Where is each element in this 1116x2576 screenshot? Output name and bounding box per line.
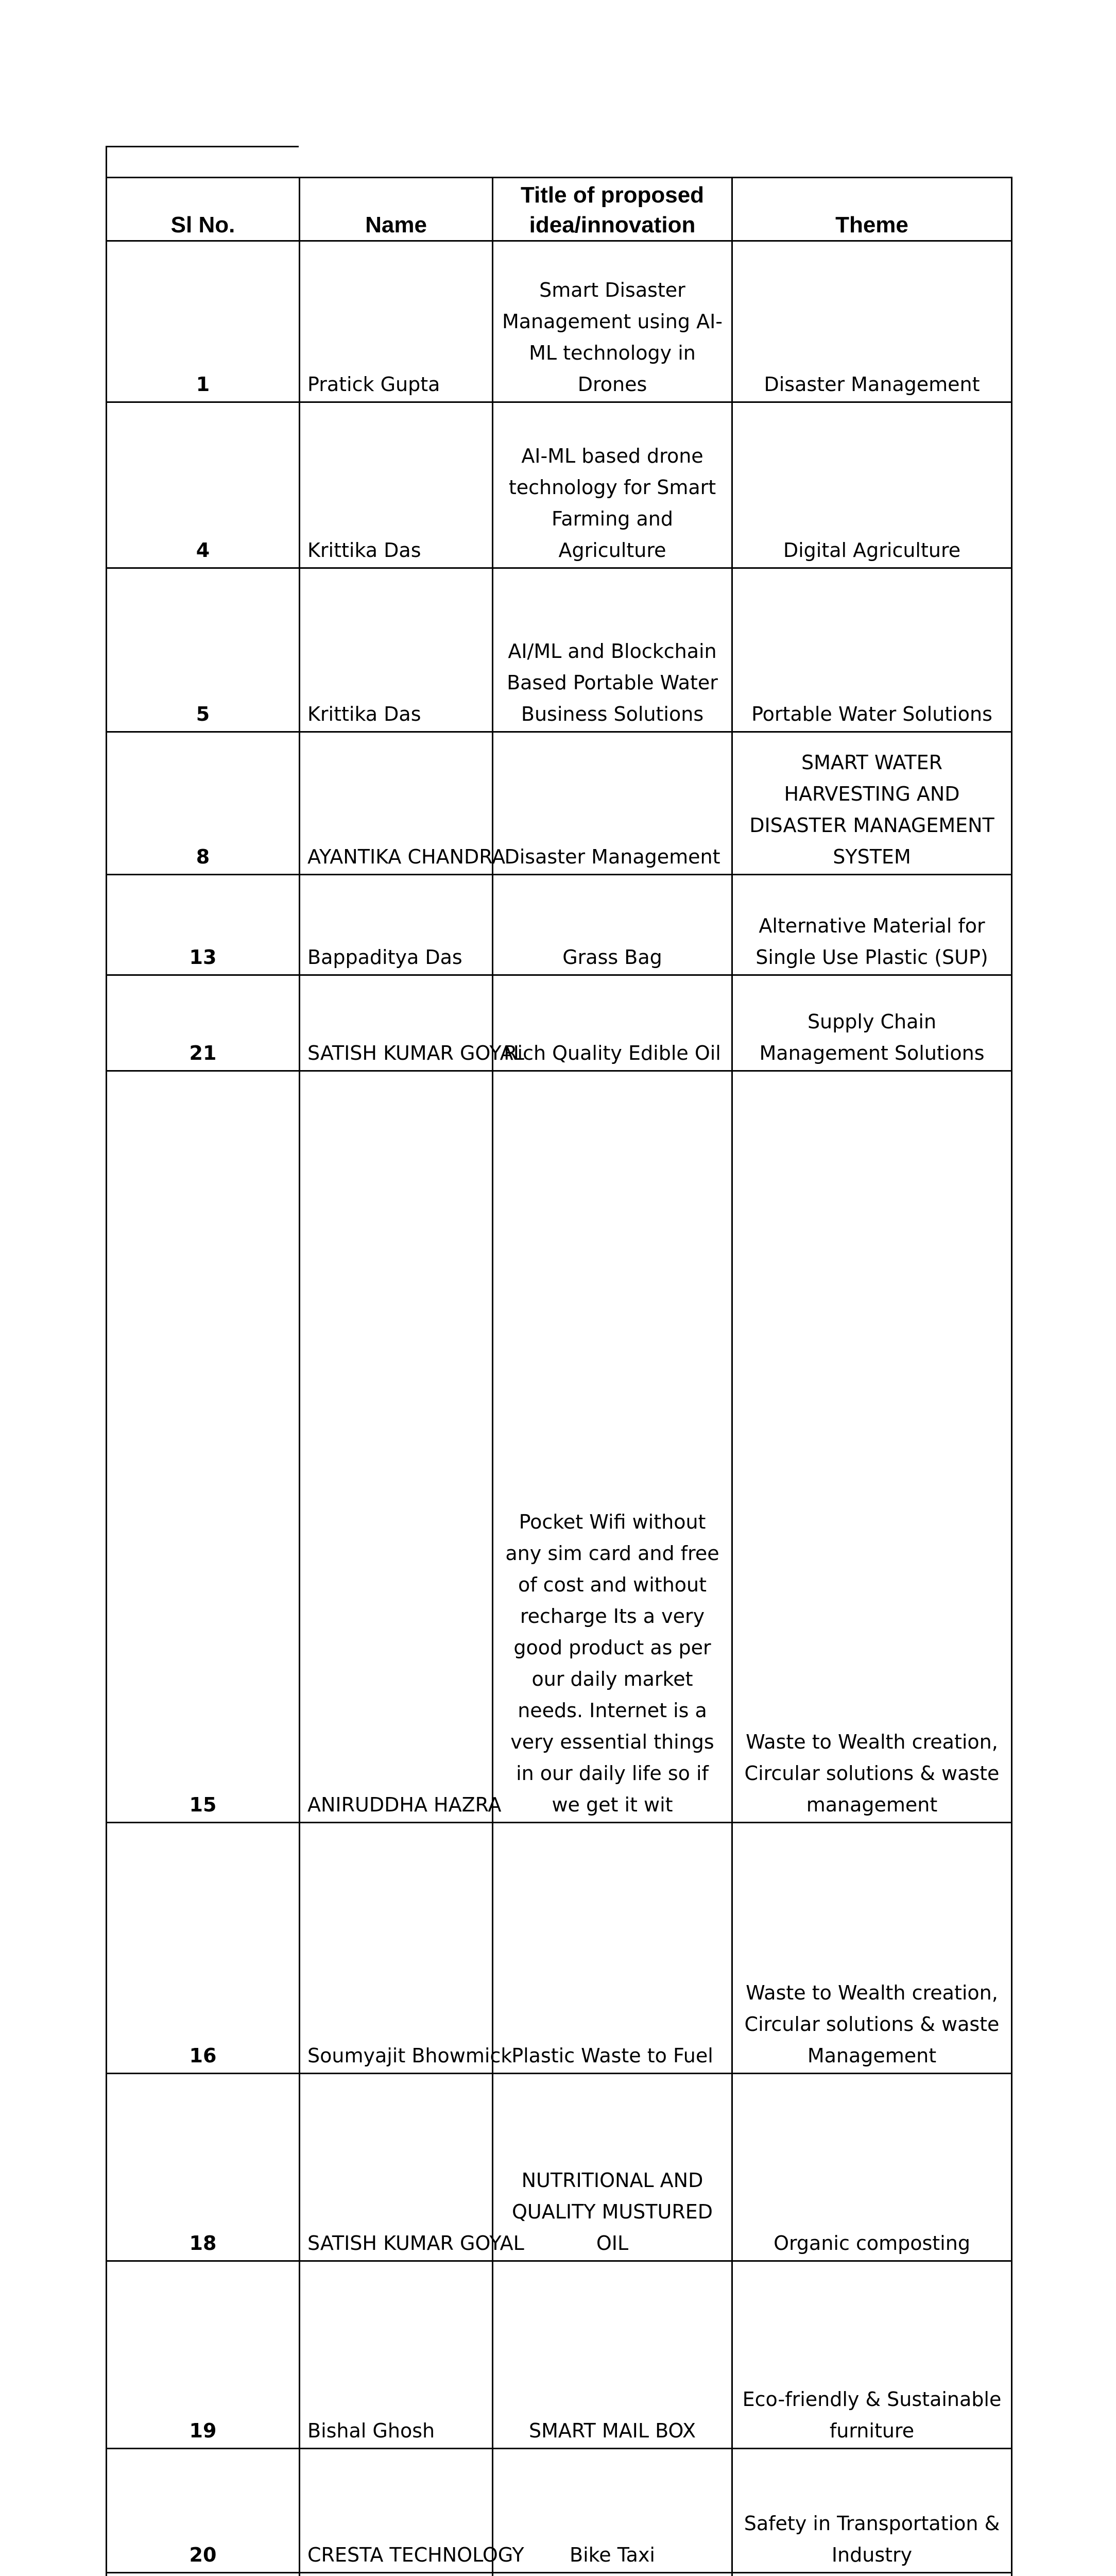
cell-sl-no: 8 — [107, 732, 300, 875]
cell-title — [493, 241, 732, 402]
cell-title-text: NUTRITIONAL AND QUALITY MUSTURED OIL — [511, 2169, 713, 2255]
cell-title-text: Bike Taxi — [570, 2544, 655, 2566]
cell-theme: Safety in Transportation & Industry — [732, 2449, 1012, 2573]
cell-sl-no: 13 — [107, 875, 300, 975]
corner-border-left — [106, 146, 107, 177]
table-row — [107, 1823, 1012, 2074]
cell-sl-no — [107, 2573, 300, 2576]
cell-theme — [732, 2573, 1012, 2576]
cell-name: SATISH KUMAR GOYAL — [300, 2074, 493, 2261]
cell-name: SATISH KUMAR GOYAL — [300, 975, 493, 1071]
cell-title — [493, 2573, 732, 2576]
cell-theme: Waste to Wealth creation, Circular solutions & waste Management — [732, 1823, 1012, 2074]
cell-title — [493, 2261, 732, 2449]
header-title: Title of proposed idea/innovation — [493, 178, 732, 241]
cell-title-text: AI/ML and Blockchain Based Portable Water Business Solutions — [507, 640, 718, 725]
table-row — [107, 975, 1012, 1071]
header-sl-no: Sl No. — [107, 178, 300, 241]
cell-sl-no: 18 — [107, 2074, 300, 2261]
table-row — [107, 732, 1012, 875]
header-row — [107, 178, 1012, 241]
table-row — [107, 568, 1012, 732]
cell-sl-no: 15 — [107, 1071, 300, 1823]
cell-theme: SMART WATER HARVESTING AND DISASTER MANAGEMENT SYSTEM — [732, 732, 1012, 875]
table-row — [107, 2449, 1012, 2573]
cell-name — [300, 2573, 493, 2576]
header-name: Name — [300, 178, 493, 241]
cell-theme: Eco-friendly & Sustainable furniture — [732, 2261, 1012, 2449]
ideas-table — [106, 177, 1012, 2576]
cell-name: Bishal Ghosh — [300, 2261, 493, 2449]
table-row — [107, 2573, 1012, 2576]
table-row — [107, 241, 1012, 402]
cell-theme: Supply Chain Management Solutions — [732, 975, 1012, 1071]
cell-title — [493, 732, 732, 875]
header-theme: Theme — [732, 178, 1012, 241]
cell-theme: Digital Agriculture — [732, 402, 1012, 568]
cell-title-text: Grass Bag — [562, 946, 662, 969]
cell-title — [493, 1071, 732, 1823]
cell-title — [493, 875, 732, 975]
cell-sl-no: 4 — [107, 402, 300, 568]
cell-sl-no: 1 — [107, 241, 300, 402]
cell-theme: Waste to Wealth creation, Circular solutions & waste management — [732, 1071, 1012, 1823]
cell-name: AYANTIKA CHANDRA — [300, 732, 493, 875]
table-row — [107, 2074, 1012, 2261]
cell-theme: Portable Water Solutions — [732, 568, 1012, 732]
cell-name: CRESTA TECHNOLOGY — [300, 2449, 493, 2573]
table-row — [107, 875, 1012, 975]
cell-title-text: SMART MAIL BOX — [529, 2419, 696, 2442]
cell-sl-no: 21 — [107, 975, 300, 1071]
cell-name: Krittika Das — [300, 568, 493, 732]
cell-sl-no: 16 — [107, 1823, 300, 2074]
table-row — [107, 1071, 1012, 1823]
cell-title-text: AI-ML based drone technology for Smart Farming and Agriculture — [508, 445, 716, 562]
cell-sl-no: 5 — [107, 568, 300, 732]
cell-theme: Organic composting — [732, 2074, 1012, 2261]
cell-title — [493, 975, 732, 1071]
cell-name: Bappaditya Das — [300, 875, 493, 975]
cell-name: Pratick Gupta — [300, 241, 493, 402]
cell-title-text: Pocket Wifi without any sim card and free of cost and without recharge Its a very good product as per our daily market needs. Internet is a very essential things in our daily life so if we get it wit — [505, 1511, 719, 1816]
cell-title-text: Plastic Waste to Fuel — [511, 2044, 713, 2067]
cell-theme: Alternative Material for Single Use Plastic (SUP) — [732, 875, 1012, 975]
cell-title — [493, 568, 732, 732]
cell-name: Krittika Das — [300, 402, 493, 568]
cell-name: ANIRUDDHA HAZRA — [300, 1071, 493, 1823]
cell-theme: Disaster Management — [732, 241, 1012, 402]
cell-title — [493, 402, 732, 568]
cell-title-text: Smart Disaster Management using AI-ML technology in Drones — [502, 279, 723, 396]
cell-title-text: Rich Quality Edible Oil — [504, 1042, 721, 1064]
cell-sl-no: 20 — [107, 2449, 300, 2573]
cell-name: Soumyajit Bhowmick — [300, 1823, 493, 2074]
table-row — [107, 402, 1012, 568]
cell-sl-no: 19 — [107, 2261, 300, 2449]
cell-title — [493, 1823, 732, 2074]
corner-border-top — [106, 146, 299, 147]
cell-title — [493, 2449, 732, 2573]
cell-title-text: Disaster Management — [504, 845, 720, 868]
table-row — [107, 2261, 1012, 2449]
cell-title — [493, 2074, 732, 2261]
